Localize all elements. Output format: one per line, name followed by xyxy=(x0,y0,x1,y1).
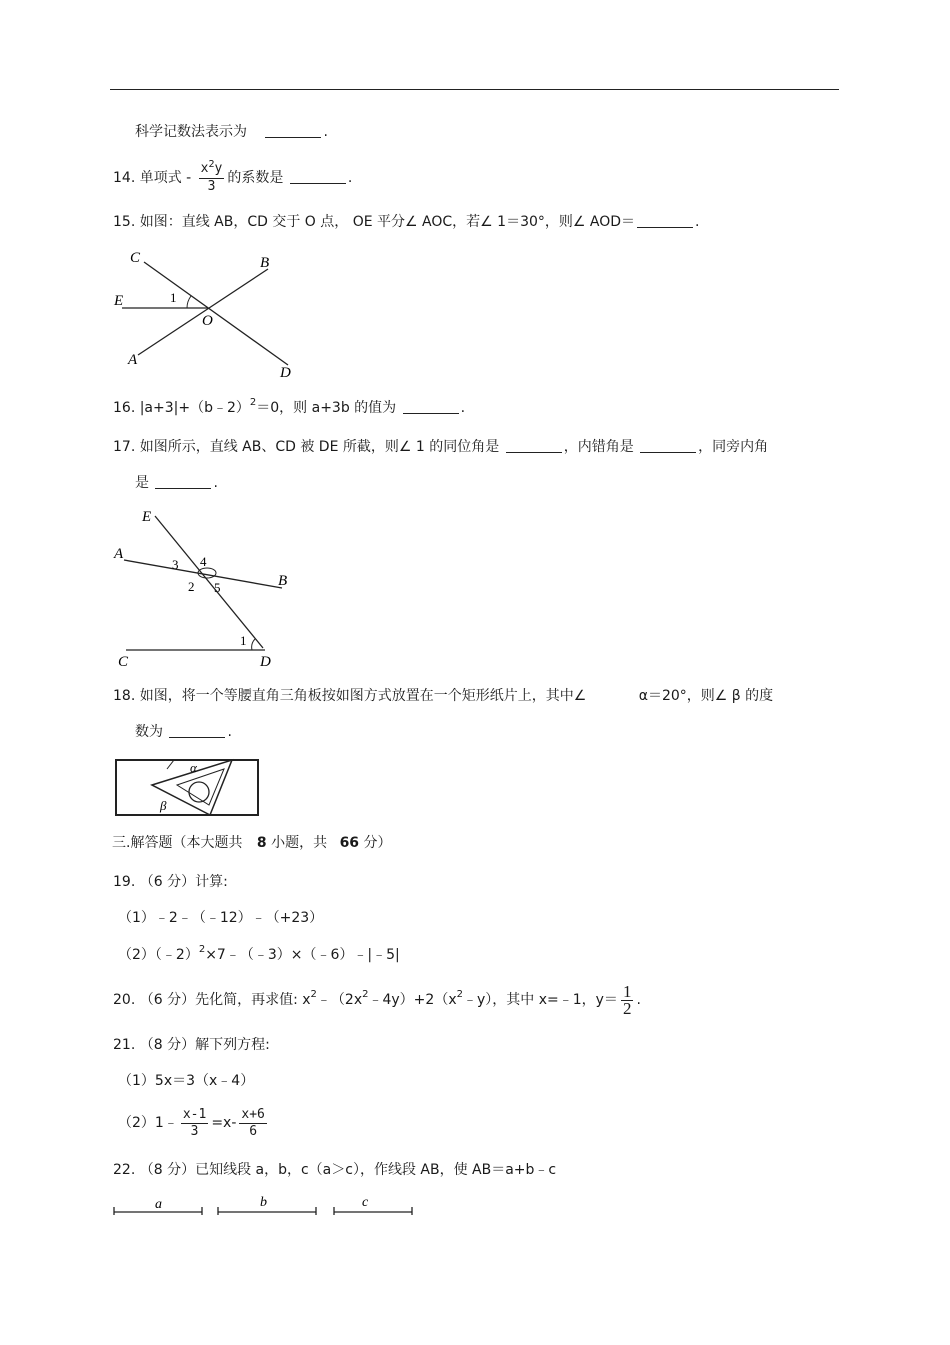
question-21-part-2: （2）1﹣ $\frac{x-1}{3}$ =x- $\frac{x+6}{6}$ xyxy=(118,1106,265,1139)
answer-blank xyxy=(265,123,321,138)
segment-label-b: b xyxy=(260,1195,267,1210)
question-20: 20. （6 分）先化简，再求值: $x^2﹣(2x^2﹣4y)+2(x^2﹣y)$，其中 x=﹣1，y＝ $\frac{1}{2}$ . xyxy=(113,981,641,1018)
question-17-line-1: 17. 如图所示，直线 AB、CD 被 DE 所截，则∠ 1 的同位角是 ，内错角是 ，同旁内角 xyxy=(113,439,769,455)
label-E: E xyxy=(142,509,152,525)
fraction-x-minus-1-over-3: $\frac{x-1}{3}$ xyxy=(182,1106,207,1139)
question-19-title: 19. （6 分）计算: xyxy=(113,874,228,890)
question-21-title: 21. （8 分）解下列方程: xyxy=(113,1037,270,1053)
answer-blank xyxy=(403,399,459,414)
label-B: B xyxy=(278,573,288,589)
section-3-heading: 三.解答题（本大题共 8 小题，共 66 分） xyxy=(112,835,392,851)
question-19-part-2: （2）（﹣2）$^2$×7﹣（﹣3）×（﹣6）﹣|﹣5| xyxy=(118,944,400,963)
answer-blank xyxy=(155,474,211,489)
label-D: D xyxy=(260,654,271,670)
answer-blank xyxy=(169,723,225,738)
question-18-line-2: 数为 . xyxy=(135,724,232,740)
label-E: E xyxy=(114,293,124,309)
figure-18-triangle-on-rectangle xyxy=(112,757,264,819)
question-16: 16. |a+3|+（b﹣2）$^2$＝0，则 a+3b 的值为 . xyxy=(113,397,466,416)
label-A: A xyxy=(114,546,124,562)
label-C: C xyxy=(130,250,141,266)
question-21-part-1: （1）5x＝3（x﹣4） xyxy=(118,1073,255,1089)
label-angle-2: 2 xyxy=(188,579,195,594)
label-angle-1: 1 xyxy=(240,633,247,648)
label-angle-1: 1 xyxy=(170,290,177,305)
label-angle-5: 5 xyxy=(214,580,221,595)
figure-22-segments xyxy=(110,1188,420,1218)
answer-blank xyxy=(640,438,696,453)
fraction-one-half: $\frac{1}{2}$ xyxy=(622,981,632,1018)
answer-blank xyxy=(506,438,562,453)
label-angle-4: 4 xyxy=(200,554,207,569)
figure-17-transversal xyxy=(110,502,300,672)
label-alpha: α xyxy=(190,760,197,775)
label-angle-3: 3 xyxy=(172,557,179,572)
question-17-line-2: 是 . xyxy=(135,475,218,491)
answer-blank xyxy=(637,213,693,228)
label-C: C xyxy=(118,654,129,670)
monomial-fraction: $\frac{x^2y}{3}$ xyxy=(200,159,223,194)
header-rule xyxy=(110,89,839,90)
question-19-part-1: （1）﹣2﹣（﹣12）﹣（+23） xyxy=(118,910,324,926)
question-14: 14. 单项式 - $\frac{x^2y}{3}$ 的系数是 . xyxy=(113,159,353,194)
label-B: B xyxy=(260,255,270,271)
label-D: D xyxy=(280,365,291,380)
question-15: 15. 如图：直线 AB，CD 交于 O 点， OE 平分∠ AOC，若∠ 1＝30°，则∠ AOD＝ . xyxy=(113,214,700,230)
segment-label-a: a xyxy=(155,1197,162,1212)
label-A: A xyxy=(128,352,138,368)
question-13-tail: 科学记数法表示为 . xyxy=(135,124,328,140)
label-O: O xyxy=(202,313,213,329)
figure-15-intersecting-lines xyxy=(110,245,310,380)
question-18-line-1: 18. 如图，将一个等腰直角三角板按如图方式放置在一个矩形纸片上，其中∠ α＝20°，则∠ β 的度 xyxy=(113,688,774,704)
label-beta: β xyxy=(160,798,167,813)
question-22: 22. （8 分）已知线段 a，b，c（a＞c），作线段 AB，使 AB＝a+b﹣c xyxy=(113,1162,557,1178)
segment-label-c: c xyxy=(362,1195,369,1210)
fraction-x-plus-6-over-6: $\frac{x+6}{6}$ xyxy=(241,1106,265,1139)
answer-blank xyxy=(290,169,346,184)
